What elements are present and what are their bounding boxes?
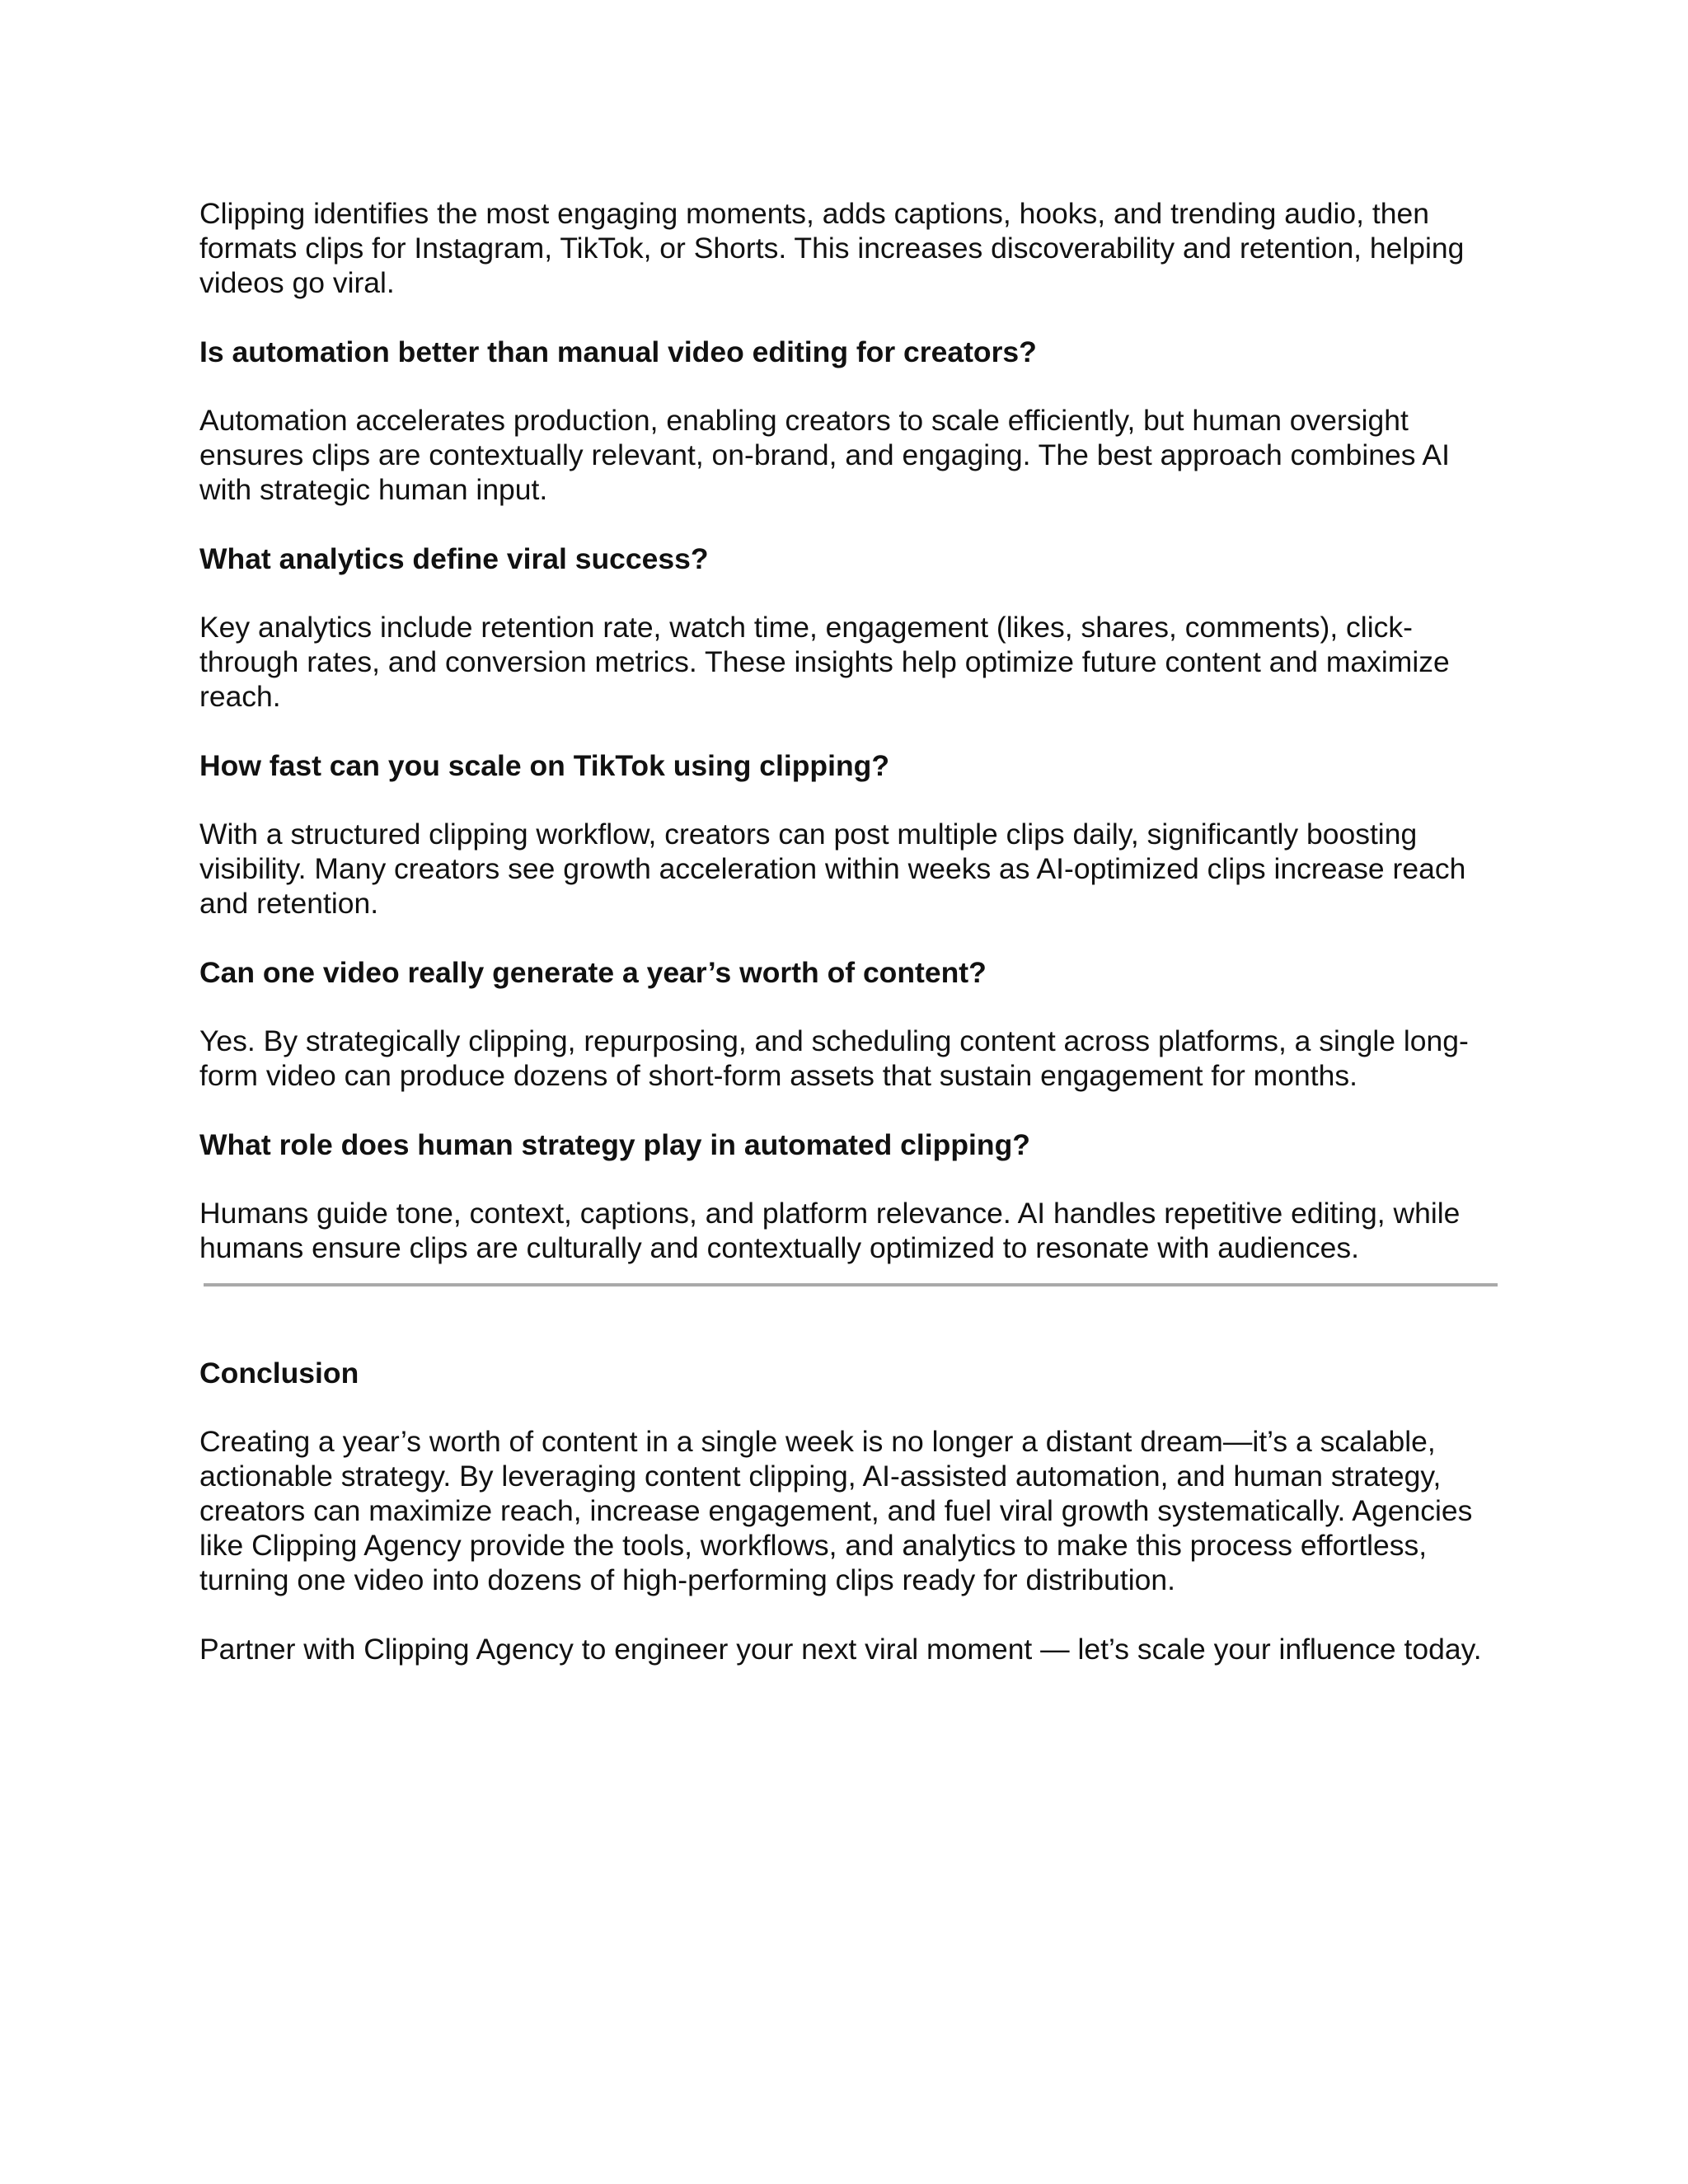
- faq-answer-intro: Clipping identifies the most engaging moments, adds captions, hooks, and trending audio, then formats clips for Instagram, TikTok, or Shorts. This increases discoverability and retention, helping videos go viral.: [199, 197, 1465, 299]
- faq-question-human-strategy: What role does human strategy play in automated clipping?: [199, 1128, 1030, 1161]
- faq-answer-automation: Automation accelerates production, enabling creators to scale efficiently, but human oversight ensures clips are contextually relevant, on-brand, and engaging. The best approach combines AI with strategic human input.: [199, 404, 1450, 506]
- faq-question-automation: Is automation better than manual video editing for creators?: [199, 335, 1037, 368]
- conclusion-heading: Conclusion: [199, 1357, 359, 1390]
- section-divider: [204, 1283, 1498, 1286]
- faq-question-scale-tiktok: How fast can you scale on TikTok using clipping?: [199, 749, 890, 782]
- faq-answer-scale-tiktok: With a structured clipping workflow, creators can post multiple clips daily, significantly boosting visibility. Many creators see growth acceleration within weeks as AI-optimized clips increase reach and retention.: [199, 818, 1466, 920]
- faq-question-one-video: Can one video really generate a year’s worth of content?: [199, 956, 987, 989]
- conclusion-paragraph-2: Partner with Clipping Agency to engineer your next viral moment — let’s scale your influence today.: [199, 1633, 1482, 1666]
- faq-answer-one-video: Yes. By strategically clipping, repurposing, and scheduling content across platforms, a single long-form video can produce dozens of short-form assets that sustain engagement for months.: [199, 1024, 1469, 1092]
- faq-answer-human-strategy: Humans guide tone, context, captions, and platform relevance. AI handles repetitive editing, while humans ensure clips are culturally and contextually optimized to resonate with audiences.: [199, 1197, 1461, 1264]
- conclusion-paragraph-1: Creating a year’s worth of content in a single week is no longer a distant dream—it’s a scalable, actionable strategy. By leveraging content clipping, AI-assisted automation, and human strategy, creators can maximize reach, increase engagement, and fuel viral growth systematically. Agencies like Clipping Agency provide the tools, workflows, and analytics to make this process effortless, turning one video into dozens of high-performing clips ready for distribution.: [199, 1425, 1473, 1596]
- faq-question-analytics: What analytics define viral success?: [199, 542, 709, 575]
- faq-answer-analytics: Key analytics include retention rate, watch time, engagement (likes, shares, comments), click-through rates, and conversion metrics. These insights help optimize future content and maximize reach.: [199, 611, 1450, 713]
- document-page: [199, 196, 1502, 1701]
